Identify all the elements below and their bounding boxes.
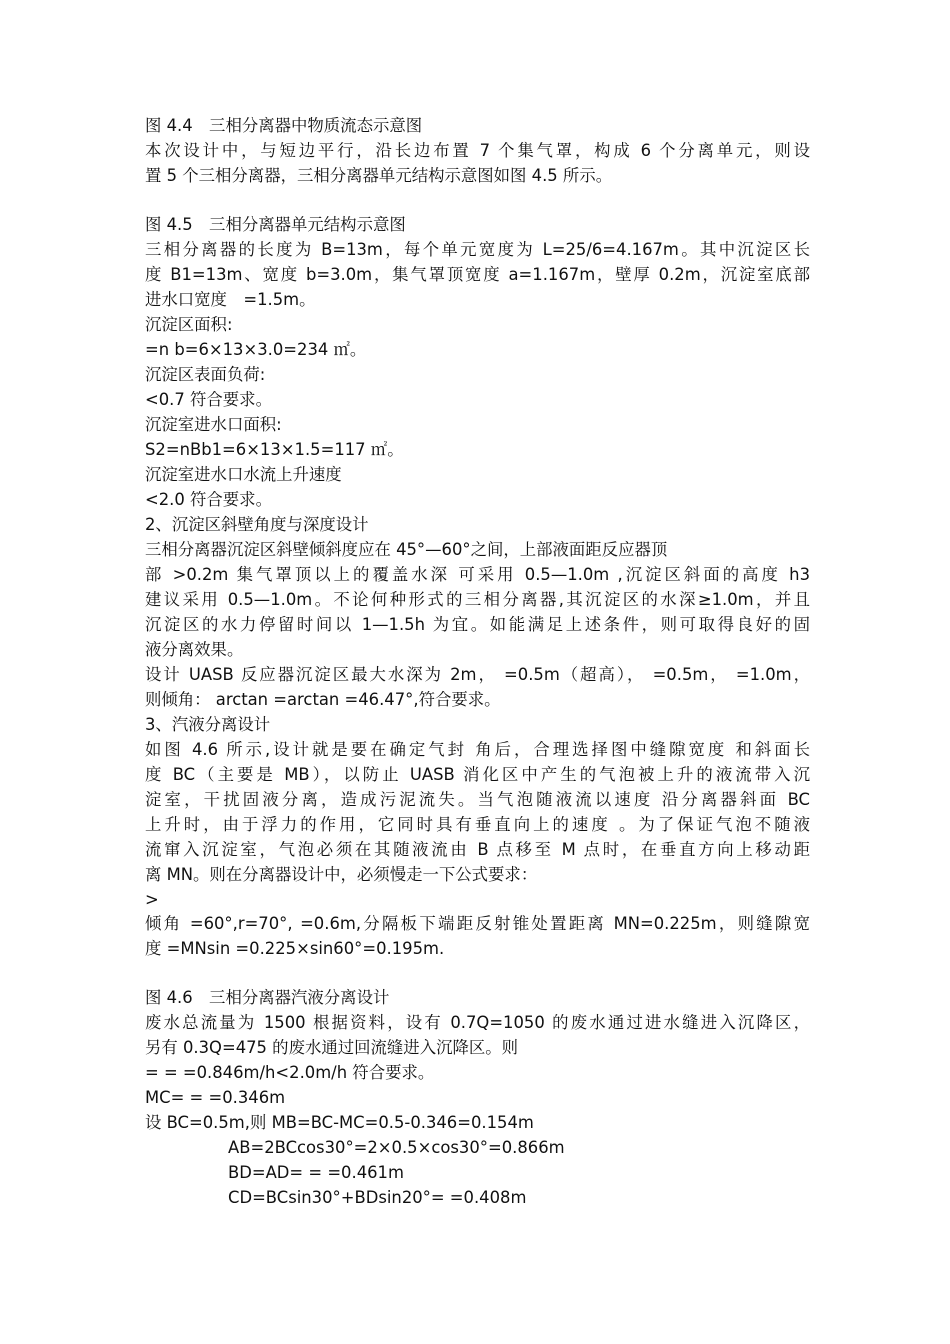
paragraph-line: 沉淀区表面负荷:: [145, 365, 266, 384]
formula-line: =n b=6×13×3.0=234 ㎡。: [145, 340, 367, 359]
formula-line: 设 BC=0.5m,则 MB=BC-MC=0.5-0.346=0.154m: [145, 1113, 534, 1132]
figure-caption-4-6: 图 4.6 三相分离器汽液分离设计: [145, 988, 390, 1007]
paragraph-line: 液分离效果。: [145, 640, 244, 659]
paragraph-line: 度 =MNsin =0.225×sin60°=0.195m.: [145, 939, 445, 958]
paragraph-line: 部 >0.2m 集气罩顶以上的覆盖水深 可采用 0.5—1.0m ,沉淀区斜面的高度 h3: [145, 565, 810, 584]
paragraph-line: 三相分离器的长度为 B=13m，每个单元宽度为 L=25/6=4.167m。其中沉淀区长: [145, 240, 810, 259]
paragraph-line: 进水口宽度 =1.5m。: [145, 290, 316, 309]
paragraph-line: 倾角 =60°,r=70°, =0.6m,分隔板下端距反射锥处置距离 MN=0.225m，则缝隙宽: [145, 914, 810, 933]
formula-line: >: [145, 890, 159, 909]
formula-line: CD=BCsin30°+BDsin20°= =0.408m: [228, 1188, 527, 1207]
paragraph-line: 废水总流量为 1500 根据资料，设有 0.7Q=1050 的废水通过进水缝进入沉降区，: [145, 1013, 810, 1032]
paragraph-line: 本次设计中，与短边平行，沿长边布置 7 个集气罩，构成 6 个分离单元，则设: [145, 141, 810, 160]
section-heading-2: 2、沉淀区斜壁角度与深度设计: [145, 515, 369, 534]
paragraph-line: 上升时，由于浮力的作用，它同时具有垂直向上的速度 。为了保证气泡不随液: [145, 815, 810, 834]
formula-line: <0.7 符合要求。: [145, 390, 272, 409]
figure-caption-4-5: 图 4.5 三相分离器单元结构示意图: [145, 215, 406, 234]
paragraph-line: 沉淀室进水口面积:: [145, 415, 282, 434]
paragraph-line: 淀室，干扰固液分离，造成污泥流失。当气泡随液流以速度 沿分离器斜面 BC: [145, 790, 810, 809]
paragraph-line: 沉淀区的水力停留时间以 1—1.5h 为宜。如能满足上述条件，则可取得良好的固: [145, 615, 810, 634]
paragraph-line: 度 BC（主要是 MB），以防止 UASB 消化区中产生的气泡被上升的液流带入沉: [145, 765, 810, 784]
section-heading-3: 3、汽液分离设计: [145, 715, 271, 734]
paragraph-line: 建议采用 0.5—1.0m。不论何种形式的三相分离器,其沉淀区的水深≥1.0m，并且: [145, 590, 810, 609]
formula-line: BD=AD= = =0.461m: [228, 1163, 404, 1182]
paragraph-line: 则倾角： arctan =arctan =46.47°,符合要求。: [145, 690, 501, 709]
formula-line: MC= = =0.346m: [145, 1088, 286, 1107]
paragraph-line: 如图 4.6 所示,设计就是要在确定气封 角后，合理选择图中缝隙宽度 和斜面长: [145, 740, 810, 759]
formula-line: = = =0.846m/h<2.0m/h 符合要求。: [145, 1063, 435, 1082]
formula-line: <2.0 符合要求。: [145, 490, 272, 509]
paragraph-line: 置 5 个三相分离器，三相分离器单元结构示意图如图 4.5 所示。: [145, 166, 613, 185]
paragraph-line: 离 MN。则在分离器设计中，必须慢走一下公式要求：: [145, 865, 538, 884]
paragraph-line: 流窜入沉淀室，气泡必须在其随液流由 B 点移至 M 点时，在垂直方向上移动距: [145, 840, 810, 859]
paragraph-line: 另有 0.3Q=475 的废水通过回流缝进入沉降区。则: [145, 1038, 519, 1057]
paragraph-line: 沉淀室进水口水流上升速度: [145, 465, 342, 484]
formula-line: S2=nBb1=6×13×1.5=117 ㎡。: [145, 440, 404, 459]
figure-caption-4-4: 图 4.4 三相分离器中物质流态示意图: [145, 116, 423, 135]
paragraph-line: 沉淀区面积:: [145, 315, 233, 334]
formula-line: AB=2BCcos30°=2×0.5×cos30°=0.866m: [228, 1138, 565, 1157]
paragraph-line: 度 B1=13m、宽度 b=3.0m，集气罩顶宽度 a=1.167m，壁厚 0.2m，沉淀室底部: [145, 265, 810, 284]
paragraph-line: 设计 UASB 反应器沉淀区最大水深为 2m， =0.5m（超高）， =0.5m， =1.0m，: [145, 665, 810, 684]
paragraph-line: 三相分离器沉淀区斜壁倾斜度应在 45°—60°之间，上部液面距反应器顶: [145, 540, 668, 559]
